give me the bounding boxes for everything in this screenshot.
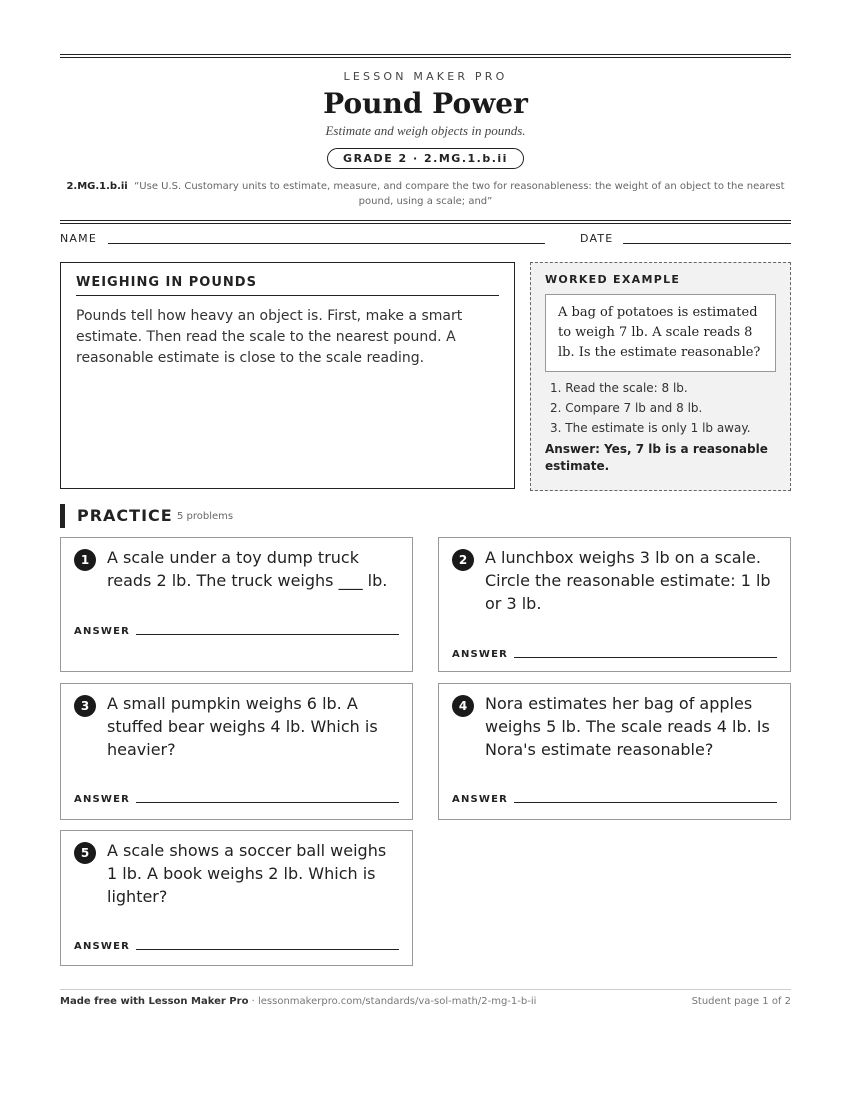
problem-number-badge: 3 bbox=[74, 695, 96, 717]
answer-label: ANSWER bbox=[74, 794, 131, 805]
worked-step: 1. Read the scale: 8 lb. bbox=[550, 381, 688, 395]
standard-text: “Use U.S. Customary units to estimate, measure, and compare the two for reasonableness: the weight of an object to the nearest pound, using a scale; and” bbox=[134, 181, 785, 207]
problem-card bbox=[60, 830, 413, 966]
problem-card bbox=[438, 537, 791, 672]
answer-line[interactable] bbox=[514, 802, 777, 803]
worked-step: 2. Compare 7 lb and 8 lb. bbox=[550, 401, 703, 415]
page-title: Pound Power bbox=[323, 87, 528, 120]
footer-url[interactable]: · lessonmakerpro.com/standards/va-sol-math/2-mg-1-b-ii bbox=[248, 996, 537, 1007]
practice-accent-bar bbox=[60, 504, 65, 528]
problem-card bbox=[60, 683, 413, 820]
worksheet-header bbox=[60, 70, 791, 209]
practice-count: 5 problems bbox=[177, 511, 234, 522]
footer-credit bbox=[60, 996, 536, 1007]
problem-text: A small pumpkin weighs 6 lb. A stuffed bear weighs 4 lb. Which is heavier? bbox=[107, 694, 378, 759]
worked-example-steps bbox=[545, 378, 776, 438]
problem-number-badge: 2 bbox=[452, 549, 474, 571]
concept-box bbox=[60, 262, 515, 489]
problem-number-badge: 1 bbox=[74, 549, 96, 571]
answer-line[interactable] bbox=[136, 634, 399, 635]
standard-code: 2.MG.1.b.ii bbox=[66, 181, 128, 192]
concept-body: Pounds tell how heavy an object is. First, make a smart estimate. Then read the scale to the nearest pound. A reasonable estimate is close to the scale reading. bbox=[76, 308, 463, 366]
date-label: DATE bbox=[580, 232, 614, 245]
answer-label: ANSWER bbox=[74, 626, 131, 637]
standard-description bbox=[60, 179, 791, 209]
worked-step: 3. The estimate is only 1 lb away. bbox=[550, 421, 751, 435]
header-bottom-rule bbox=[60, 220, 791, 224]
page-footer bbox=[60, 989, 791, 1007]
worksheet-page bbox=[60, 54, 791, 1007]
name-label: NAME bbox=[60, 232, 97, 245]
worked-example-answer: Answer: Yes, 7 lb is a reasonable estimate. bbox=[545, 442, 768, 473]
problem-text: Nora estimates her bag of apples weighs 5 lb. The scale reads 4 lb. Is Nora's estimate reasonable? bbox=[485, 694, 770, 759]
grade-badge: GRADE 2 · 2.MG.1.b.ii bbox=[327, 148, 524, 169]
page-subtitle: Estimate and weigh objects in pounds. bbox=[325, 123, 526, 138]
date-field-line[interactable] bbox=[623, 243, 791, 244]
answer-line[interactable] bbox=[136, 802, 399, 803]
name-field-line[interactable] bbox=[108, 243, 545, 244]
problem-text: A scale under a toy dump truck reads 2 lb. The truck weighs ___ lb. bbox=[107, 548, 388, 590]
worked-example-box bbox=[530, 262, 791, 491]
problem-text: A scale shows a soccer ball weighs 1 lb. A book weighs 2 lb. Which is lighter? bbox=[107, 841, 387, 906]
problem-card bbox=[60, 537, 413, 672]
answer-line[interactable] bbox=[514, 657, 777, 658]
concept-title: WEIGHING IN POUNDS bbox=[76, 275, 499, 296]
worked-example-problem: A bag of potatoes is estimated to weigh 7 lb. A scale reads 8 lb. Is the estimate reasonable? bbox=[545, 294, 776, 372]
footer-page-number: Student page 1 of 2 bbox=[691, 996, 791, 1007]
name-date-row bbox=[60, 230, 791, 250]
top-double-rule bbox=[60, 54, 791, 58]
problem-text: A lunchbox weighs 3 lb on a scale. Circle the reasonable estimate: 1 lb or 3 lb. bbox=[485, 548, 771, 613]
practice-title: PRACTICE bbox=[77, 506, 173, 525]
brand-name: LESSON MAKER PRO bbox=[343, 70, 508, 83]
answer-label: ANSWER bbox=[452, 794, 509, 805]
problem-number-badge: 5 bbox=[74, 842, 96, 864]
footer-made-with: Made free with Lesson Maker Pro bbox=[60, 996, 249, 1007]
problem-number-badge: 4 bbox=[452, 695, 474, 717]
worked-example-title: WORKED EXAMPLE bbox=[545, 273, 681, 286]
problem-card bbox=[438, 683, 791, 820]
answer-label: ANSWER bbox=[74, 941, 131, 952]
answer-line[interactable] bbox=[136, 949, 399, 950]
answer-label: ANSWER bbox=[452, 649, 509, 660]
